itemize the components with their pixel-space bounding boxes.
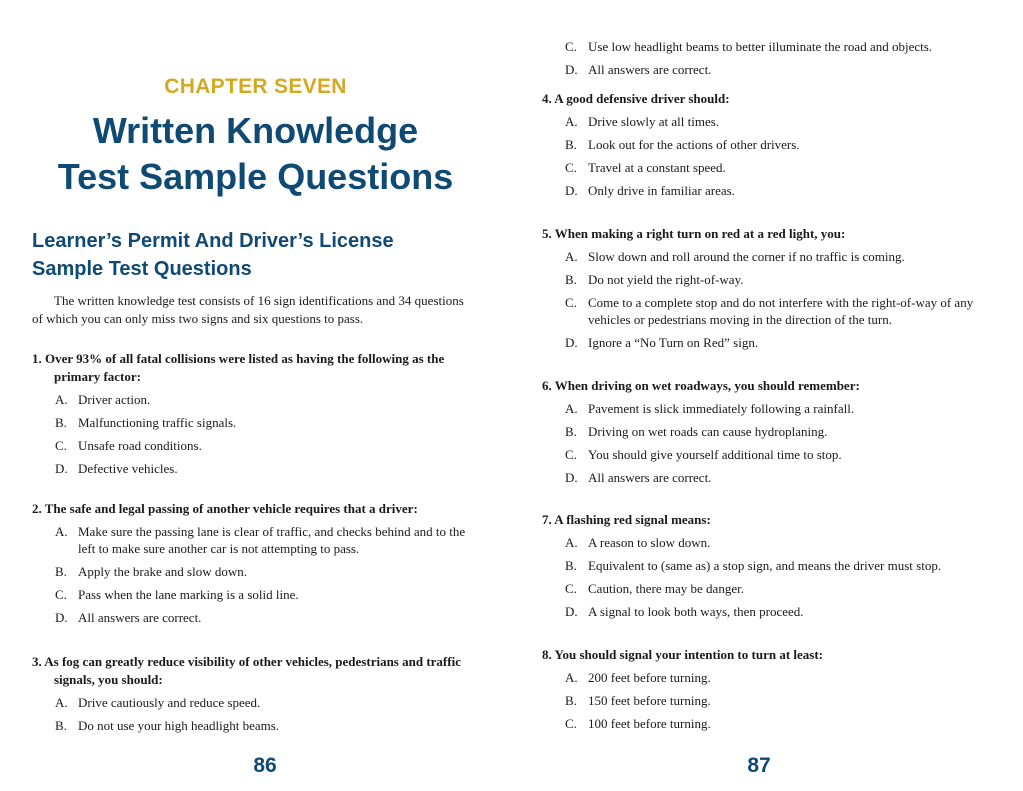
answer-option [32,586,472,603]
page-title-line-2: Test Sample Questions [57,156,454,197]
option-letter: C. [565,39,577,54]
answer-option [542,294,982,328]
option-text: Caution, there may be danger. [588,581,744,596]
option-text: Driver action. [78,392,151,407]
question-text: 5. When making a right turn on red at a red light, you: [542,226,846,241]
option-letter: A. [565,114,578,129]
answer-option [542,669,982,686]
question-4 [542,90,982,199]
option-letter: A. [55,392,68,407]
answer-option [32,694,472,711]
answer-option [542,136,982,153]
option-letter: B. [55,718,67,733]
answer-option [542,38,982,55]
answer-option [32,563,472,580]
option-text: 150 feet before turning. [588,693,711,708]
question-text: 2. The safe and legal passing of another vehicle requires that a driver: [32,501,418,516]
answer-option [542,334,982,351]
option-text: Unsafe road conditions. [78,438,202,453]
question-2 [32,500,472,626]
option-text: Apply the brake and slow down. [78,564,247,579]
question-7 [542,511,982,620]
option-letter: B. [565,137,577,152]
option-letter: B. [565,693,577,708]
option-text: A signal to look both ways, then proceed. [588,604,804,619]
answer-option [542,692,982,709]
answer-option [542,400,982,417]
answer-option [542,271,982,288]
option-letter: C. [565,716,577,731]
answer-option [32,523,472,557]
option-text: Do not use your high headlight beams. [78,718,280,733]
answer-option [542,557,982,574]
section-title [32,227,472,283]
answer-option [32,391,472,408]
answer-option [542,159,982,176]
answer-option [542,715,982,732]
option-letter: D. [55,461,68,476]
option-letter: A. [565,535,578,550]
option-letter: A. [55,524,68,539]
question-3-continued [542,38,982,78]
option-text: Only drive in familiar areas. [588,183,735,198]
option-letter: C. [55,438,67,453]
option-text: Slow down and roll around the corner if no traffic is coming. [588,249,905,264]
answer-option [542,603,982,620]
option-text: All answers are correct. [588,62,712,77]
option-text: Come to a complete stop and do not interfere with the right-of-way of any vehicles or pedestrians moving in the direction of the turn. [588,295,974,327]
option-text: A reason to slow down. [588,535,711,550]
option-text: Use low headlight beams to better illuminate the road and objects. [588,39,933,54]
option-text: Look out for the actions of other drivers. [588,137,800,152]
question-8 [542,646,982,732]
option-text: Drive cautiously and reduce speed. [78,695,261,710]
option-letter: A. [565,401,578,416]
intro-paragraph: The written knowledge test consists of 16 sign identifications and 34 questions of which you can only miss two signs and six questions to pass. [32,293,464,326]
option-text: 200 feet before turning. [588,670,711,685]
option-letter: D. [565,604,578,619]
question-text: 1. Over 93% of all fatal collisions were listed as having the following as the primary factor: [32,351,445,384]
answer-option [542,469,982,486]
option-letter: C. [565,160,577,175]
question-6 [542,377,982,486]
answer-option [542,182,982,199]
left-page [0,0,511,791]
page-title-line-1: Written Knowledge [92,110,419,151]
option-text: Pass when the lane marking is a solid line. [78,587,299,602]
option-letter: B. [565,272,577,287]
option-text: All answers are correct. [588,470,712,485]
section-title-line-1: Learner’s Permit And Driver’s License [32,230,394,252]
option-text: Travel at a constant speed. [588,160,726,175]
option-text: Make sure the passing lane is clear of traffic, and checks behind and to the left to make sure another car is not attempting to pass. [78,524,466,556]
answer-option [542,61,982,78]
question-1 [32,350,472,477]
page-number-right: 87 [747,754,771,777]
section-title-line-2: Sample Test Questions [32,258,252,280]
question-text: 3. As fog can greatly reduce visibility of other vehicles, pedestrians and traffic signals, you should: [32,654,461,687]
option-text: Drive slowly at all times. [588,114,720,129]
option-letter: D. [565,470,578,485]
option-letter: A. [565,670,578,685]
option-letter: C. [55,587,67,602]
question-text: 6. When driving on wet roadways, you should remember: [542,378,860,393]
option-text: 100 feet before turning. [588,716,711,731]
option-letter: A. [55,695,68,710]
option-text: Pavement is slick immediately following a rainfall. [588,401,855,416]
right-page [511,0,1023,791]
option-text: Driving on wet roads can cause hydroplaning. [588,424,828,439]
option-letter: D. [565,335,578,350]
option-text: All answers are correct. [78,610,202,625]
answer-option [32,414,472,431]
option-letter: B. [55,415,67,430]
option-text: Do not yield the right-of-way. [588,272,744,287]
question-5 [542,225,982,351]
option-letter: C. [565,447,577,462]
option-letter: D. [565,183,578,198]
answer-option [542,113,982,130]
option-letter: B. [565,558,577,573]
option-text: Malfunctioning traffic signals. [78,415,237,430]
answer-option [542,423,982,440]
chapter-label: CHAPTER SEVEN [164,75,347,98]
option-text: You should give yourself additional time to stop. [588,447,842,462]
page-title [0,108,511,200]
question-text: 4. A good defensive driver should: [542,91,730,106]
question-3 [32,653,472,734]
answer-option [32,460,472,477]
option-text: Ignore a “No Turn on Red” sign. [588,335,759,350]
answer-option [542,580,982,597]
question-text: 8. You should signal your intention to turn at least: [542,647,823,662]
option-letter: A. [565,249,578,264]
option-text: Equivalent to (same as) a stop sign, and means the driver must stop. [588,558,942,573]
option-letter: D. [565,62,578,77]
answer-option [32,609,472,626]
answer-option [542,446,982,463]
page-number-left: 86 [253,754,277,777]
option-letter: B. [55,564,67,579]
answer-option [32,437,472,454]
option-letter: C. [565,295,577,310]
answer-option [32,717,472,734]
option-letter: D. [55,610,68,625]
answer-option [542,248,982,265]
answer-option [542,534,982,551]
option-letter: C. [565,581,577,596]
option-text: Defective vehicles. [78,461,178,476]
option-letter: B. [565,424,577,439]
question-text: 7. A flashing red signal means: [542,512,711,527]
